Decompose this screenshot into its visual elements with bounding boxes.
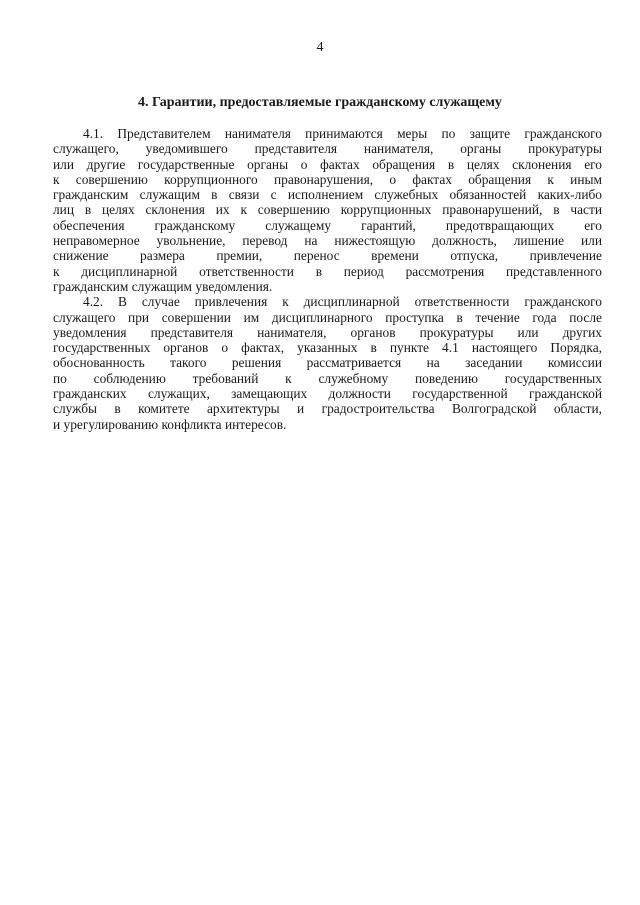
text-line: гражданским служащим уведомления. xyxy=(53,278,273,294)
document-body xyxy=(53,126,602,432)
text-line: по соблюдению требований к служебному поведению государственных xyxy=(53,370,602,386)
text-line: служащего при совершении им дисциплинарного проступка в течение года после xyxy=(53,309,602,325)
text-line: гражданских служащих, замещающих должности государственной гражданской xyxy=(53,386,602,402)
text-line: служащего, уведомившего представителя нанимателя, органы прокуратуры xyxy=(53,141,602,157)
paragraph-4-2 xyxy=(53,294,602,432)
text-line: государственных органов о фактах, указанных в пункте 4.1 настоящего Порядка, xyxy=(53,340,602,356)
paragraph-4-1 xyxy=(53,126,602,294)
text-line: и урегулированию конфликта интересов. xyxy=(53,416,287,432)
text-line: уведомления представителя нанимателя, органов прокуратуры или других xyxy=(53,324,602,340)
page-number: 4 xyxy=(316,40,324,55)
text-line: гражданским служащим в связи с исполнением служебных обязанностей каких-либо xyxy=(53,187,602,203)
text-line: или другие государственные органы о фактах обращения в целях склонения его xyxy=(53,156,602,172)
text-line: 4.2. В случае привлечения к дисциплинарной ответственности гражданского xyxy=(83,294,602,310)
text-line: службы в комитете архитектуры и градостроительства Волгоградской области, xyxy=(53,401,602,417)
text-line: обоснованность такого решения рассматривается на заседании комиссии xyxy=(53,355,602,371)
text-line: неправомерное увольнение, перевод на нижестоящую должность, лишение или xyxy=(53,233,602,249)
section-title: 4. Гарантии, предоставляемые гражданскому служащему xyxy=(138,95,502,110)
text-line: снижение размера премии, перенос времени отпуска, привлечение xyxy=(53,248,602,264)
text-line: лиц в целях склонения их к совершению коррупционных правонарушений, в части xyxy=(53,202,602,218)
text-line: 4.1. Представителем нанимателя принимаются меры по защите гражданского xyxy=(83,126,602,141)
text-line: обеспечения гражданскому служащему гарантий, предотвращающих его xyxy=(53,217,602,233)
text-line: к дисциплинарной ответственности в период рассмотрения представленного xyxy=(53,263,602,279)
text-line: к совершению коррупционного правонарушения, о фактах обращения к иным xyxy=(53,171,602,187)
